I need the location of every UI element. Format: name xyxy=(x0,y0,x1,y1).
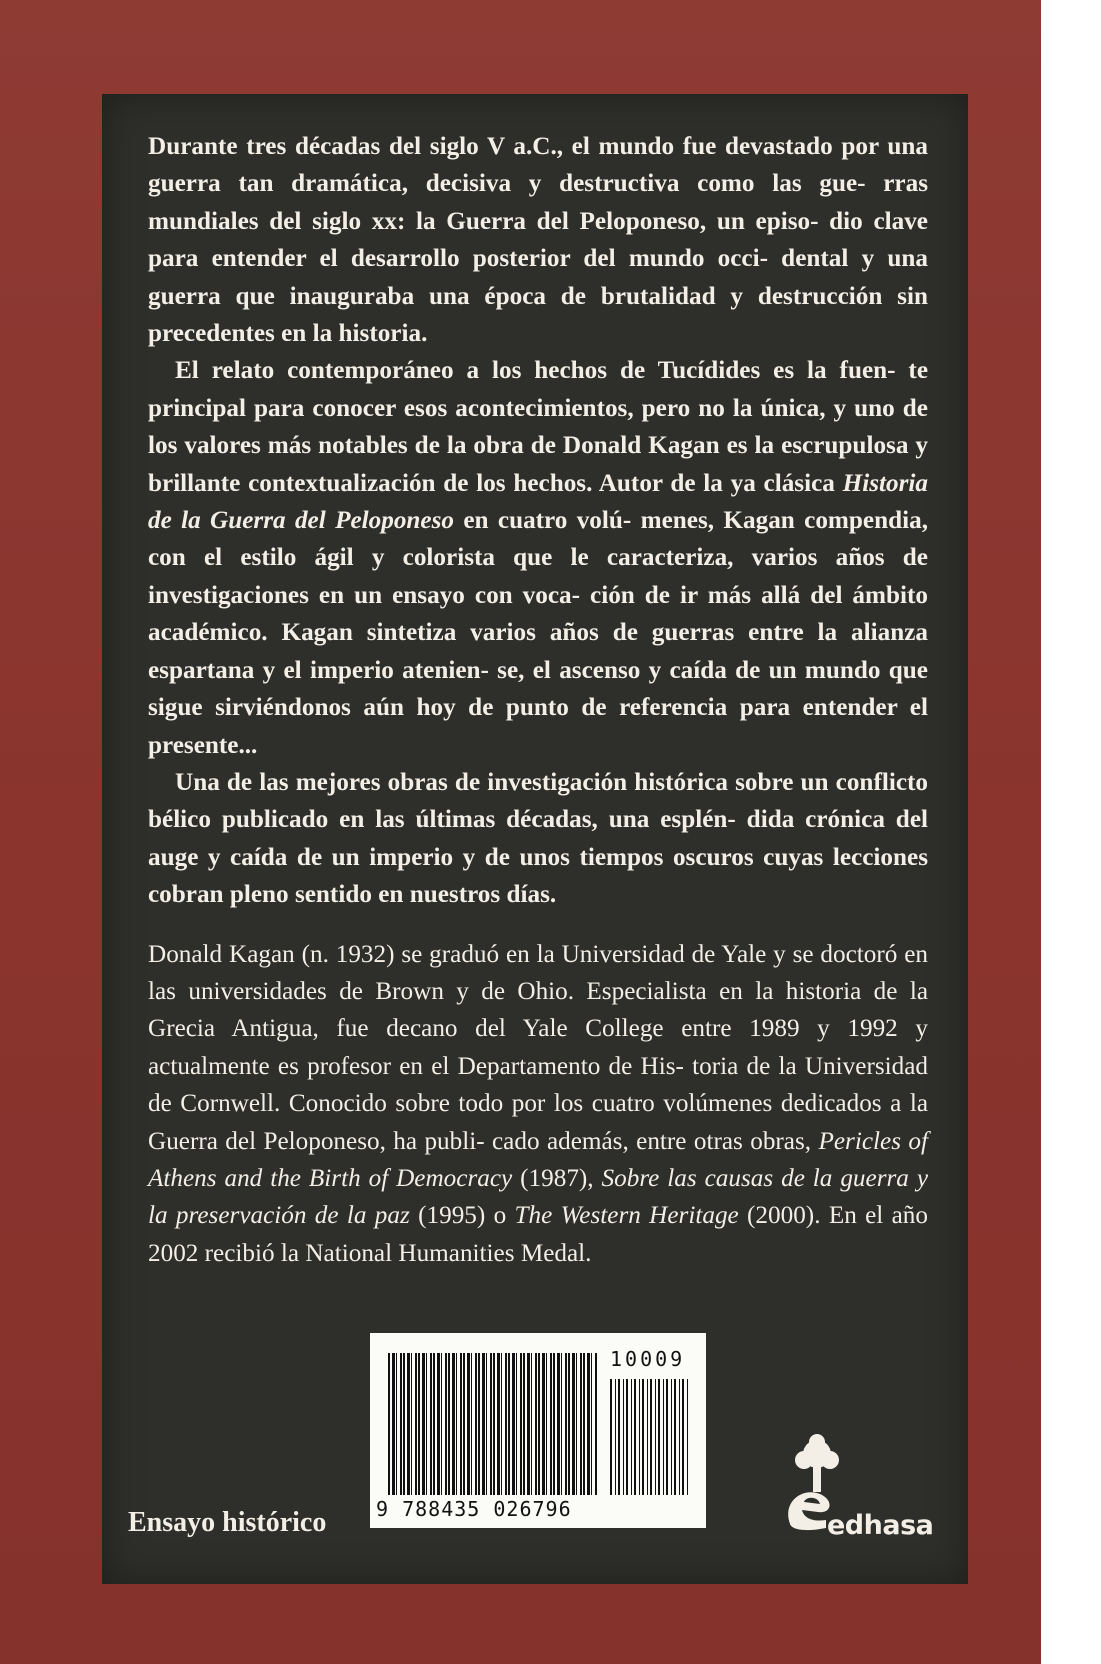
author-bio: Donald Kagan (n. 1932) se graduó en la Universidad de Yale y se doctoró en las universidades de Brown y de Ohio. Especialista en la historia de la Grecia Antigua, fue decano del Yale College entre 1989 y 1992 y actualmente es profesor en el Departamento de His- toria de la Universidad de Cornwell. Conocido sobre todo por los cuatro volúmenes dedicados a la Guerra del Peloponeso, ha publi- cado además, entre otras obras, Pericles of Athens and the Birth of Democracy (1987), Sobre las causas de la guerra y la preservación de la paz (1995) o The Western Heritage (2000). En el año 2002 recibió la National Humanities Medal. xyxy=(148,940,929,1267)
series-label: Ensayo histórico xyxy=(128,1507,327,1538)
book-title: Historia de la Guerra del Peloponeso xyxy=(148,469,928,535)
barcode-addon-number: 10009 xyxy=(610,1347,686,1371)
barcode-addon-bars xyxy=(610,1379,690,1495)
blurb-paragraph-2: El relato contemporáneo a los hechos de Tucídides es la fuen- te principal para conocer esos acontecimientos, pero no la única, y uno de los valores más notables de la obra de Donald Kagan es la escrupulosa y brillante contextualización de los hechos. Autor de la ya clásica Historia de la Guerra del Peloponeso en cuatro volú- menes, Kagan compendia, con el estilo ágil y colorista que le caracteriza, varios años de investigaciones en un ensayo con voca- ción de ir más allá del ámbito académico. Kagan sintetiza varios años de guerras entre la alianza espartana y el imperio atenien- se, el ascenso y caída de un mundo que sigue sirviéndonos aún hoy de punto de referencia para entender el presente... xyxy=(148,357,928,759)
blurb-paragraph-3: Una de las mejores obras de investigación histórica sobre un conflicto bélico publicado en las últimas décadas, una esplén- dida crónica del auge y caída de un imperio y de unos tiempos oscuros cuyas lecciones cobran pleno sentido en nuestros días. xyxy=(148,768,928,909)
blurb-text xyxy=(148,128,928,1272)
book-title: The Western Heritage xyxy=(514,1202,739,1230)
barcode-bars xyxy=(388,1353,598,1495)
isbn-number: 9 788435 026796 xyxy=(376,1497,572,1521)
book-title: Pericles of Athens and the Birth of Democracy xyxy=(148,1127,928,1192)
publisher-name: edhasa xyxy=(827,1510,934,1541)
book-title: Sobre las causas de la guerra y la preservación de la paz xyxy=(148,1164,929,1230)
isbn-barcode xyxy=(370,1333,706,1528)
blurb-paragraph-1: Durante tres décadas del siglo V a.C., el mundo fue devastado por una guerra tan dramática, decisiva y destructiva como las gue- rras mundiales del siglo xx: la Guerra del Peloponeso, un episo- dio clave para entender el desarrollo posterior del mundo occi- dental y una guerra que inauguraba una época de brutalidad y destrucción sin precedentes en la historia. xyxy=(148,133,928,348)
